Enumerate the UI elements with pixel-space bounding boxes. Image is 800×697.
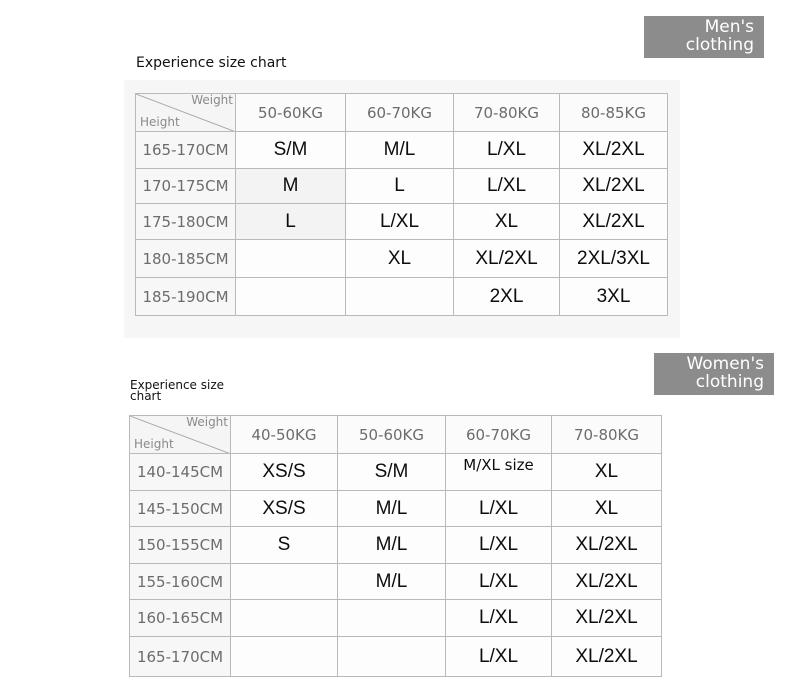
womens-caption-line1: Experience size [130,378,225,392]
height-label: Height [134,437,174,451]
size-cell [231,600,338,637]
size-cell: XL/2XL [552,600,662,637]
height-cell: 160-165CM [130,600,231,637]
size-cell [236,278,346,316]
womens-caption-line2: chart [130,389,162,403]
height-cell: 155-160CM [130,564,231,600]
mens-weight-col-4: 80-85KG [560,94,668,132]
womens-size-table [129,415,662,677]
size-cell: S [231,527,338,564]
size-cell: XL [552,454,662,491]
size-cell: L/XL [454,132,560,169]
size-cell: XL [552,491,662,527]
table-row [130,454,662,491]
size-cell: M/L [346,132,454,169]
size-cell: XL [346,240,454,278]
size-cell: XL/2XL [552,637,662,677]
size-cell [236,240,346,278]
weight-label: Weight [186,415,228,429]
size-cell: M [236,169,346,204]
table-row [136,169,668,204]
size-cell: XL/2XL [560,204,668,240]
height-cell: 140-145CM [130,454,231,491]
size-cell: XL/2XL [560,132,668,169]
size-cell: M/L [338,527,446,564]
mens-badge-line2: clothing [685,35,754,55]
table-row [136,132,668,169]
womens-weight-col-2: 50-60KG [338,416,446,454]
height-cell: 165-170CM [130,637,231,677]
size-cell: 2XL/3XL [560,240,668,278]
womens-header-row [130,416,662,454]
size-cell [346,278,454,316]
size-cell: XL/2XL [552,564,662,600]
mens-clothing-badge [644,16,764,58]
size-cell [338,637,446,677]
height-cell: 185-190CM [136,278,236,316]
size-cell: M/XL size [446,454,552,491]
womens-weight-col-1: 40-50KG [231,416,338,454]
size-cell: L/XL [446,491,552,527]
mens-chart-caption: Experience size chart [136,55,287,71]
table-row [130,564,662,600]
mens-weight-col-2: 60-70KG [346,94,454,132]
mens-corner-cell [136,94,236,132]
table-row [130,637,662,677]
table-row [136,204,668,240]
womens-badge-line1: Women's [686,354,764,374]
womens-badge-line2: clothing [695,372,764,392]
size-cell: XS/S [231,491,338,527]
size-cell: L/XL [446,527,552,564]
womens-weight-col-4: 70-80KG [552,416,662,454]
size-cell [231,637,338,677]
size-cell: L/XL [454,169,560,204]
size-cell [231,564,338,600]
womens-weight-col-3: 60-70KG [446,416,552,454]
size-cell: XL/2XL [454,240,560,278]
table-row [136,278,668,316]
size-cell: M/L [338,564,446,600]
table-row [130,600,662,637]
size-cell: L/XL [346,204,454,240]
size-cell: 2XL [454,278,560,316]
table-row [130,491,662,527]
size-cell: L [236,204,346,240]
size-cell: S/M [236,132,346,169]
size-cell: XS/S [231,454,338,491]
womens-chart-caption [130,380,224,402]
weight-label: Weight [191,93,233,107]
mens-weight-col-3: 70-80KG [454,94,560,132]
size-cell [338,600,446,637]
height-cell: 145-150CM [130,491,231,527]
womens-corner-cell [130,416,231,454]
table-row [130,527,662,564]
height-cell: 170-175CM [136,169,236,204]
womens-clothing-badge [654,353,774,395]
height-cell: 150-155CM [130,527,231,564]
height-label: Height [140,115,180,129]
mens-header-row [136,94,668,132]
size-cell: XL/2XL [552,527,662,564]
mens-size-table [135,93,668,316]
table-row [136,240,668,278]
height-cell: 165-170CM [136,132,236,169]
size-cell: L [346,169,454,204]
size-cell: 3XL [560,278,668,316]
size-cell: S/M [338,454,446,491]
mens-weight-col-1: 50-60KG [236,94,346,132]
size-cell: M/L [338,491,446,527]
size-cell: L/XL [446,564,552,600]
height-cell: 175-180CM [136,204,236,240]
mens-badge-line1: Men's [704,17,754,37]
size-cell: XL [454,204,560,240]
size-cell: XL/2XL [560,169,668,204]
height-cell: 180-185CM [136,240,236,278]
size-cell: L/XL [446,600,552,637]
size-cell: L/XL [446,637,552,677]
